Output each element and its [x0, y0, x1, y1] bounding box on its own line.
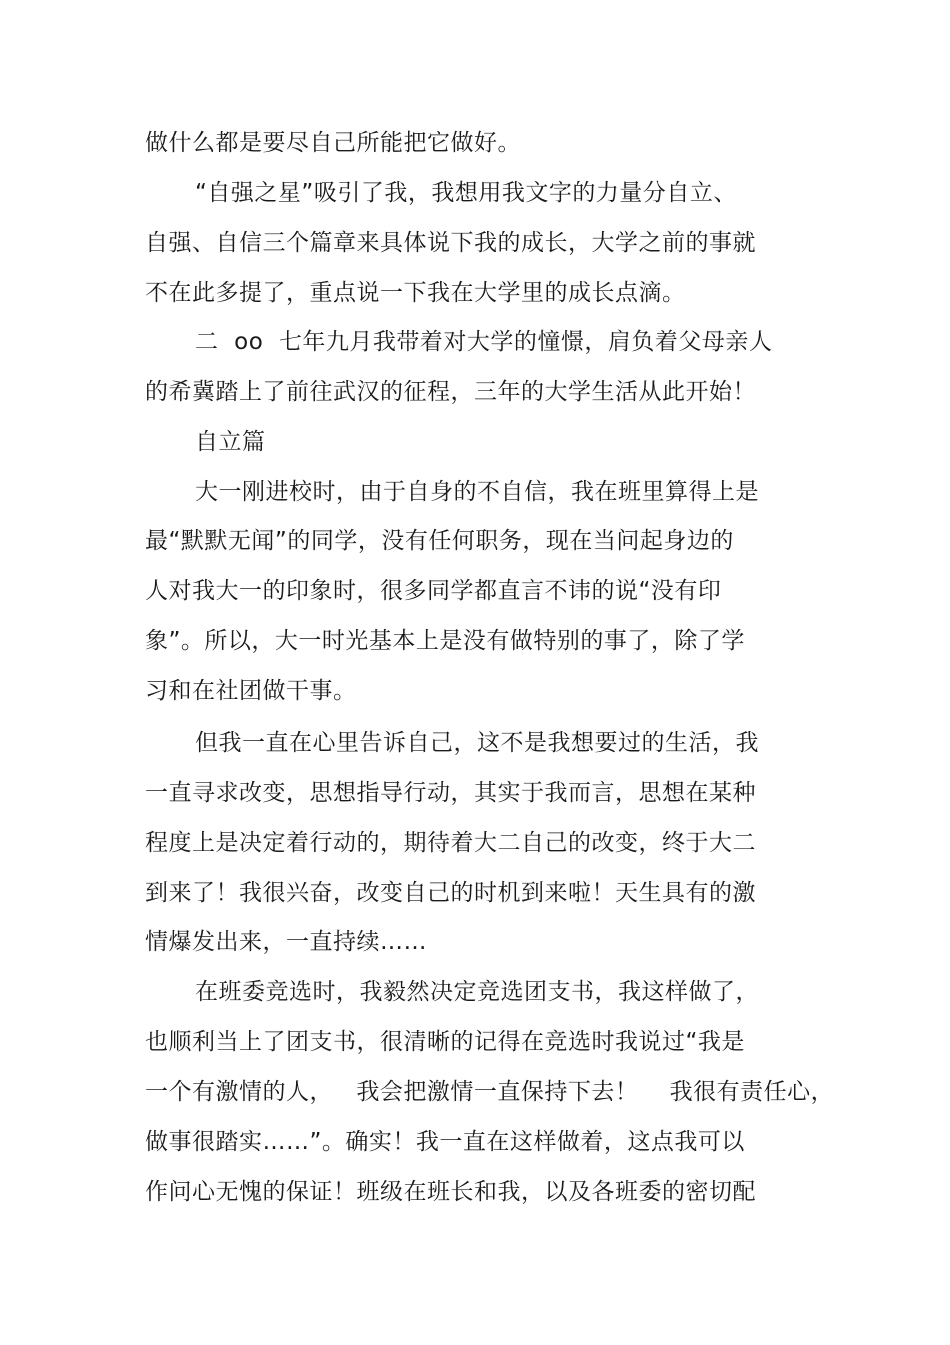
text-line-12: 习和在社团做干事。	[145, 678, 357, 704]
text-line-16: 到来了！我很兴奋，改变自己的时机到来啦！天生具有的激	[145, 880, 756, 906]
text-line-22: 作问心无愧的保证！班级在班长和我，以及各班委的密切配	[145, 1179, 756, 1205]
text-line-14: 一直寻求改变，思想指导行动，其实于我而言，思想在某种	[145, 780, 756, 806]
text-line-8: 大一刚进校时，由于自身的不自信，我在班里算得上是	[195, 479, 759, 505]
text-line-5: 二 oo 七年九月我带着对大学的憧憬，肩负着父母亲人	[195, 329, 773, 355]
section-heading-ziliping: 自立篇	[195, 429, 266, 455]
text-line-1: 做什么都是要尽自己所能把它做好。	[145, 130, 521, 156]
text-line-17: 情爆发出来，一直持续……	[145, 929, 427, 955]
text-line-3: 自强、自信三个篇章来具体说下我的成长，大学之前的事就	[145, 230, 756, 256]
text-line-9: 最“默默无闻”的同学，没有任何职务，现在当问起身边的	[145, 528, 734, 554]
text-line-21: 做事很踏实……”。确实！我一直在这样做着，这点我可以	[145, 1129, 745, 1155]
text-line-10: 人对我大一的印象时，很多同学都直言不讳的说“没有印	[145, 578, 722, 604]
text-line-13: 但我一直在心里告诉自己，这不是我想要过的生活，我	[195, 730, 759, 756]
text-line-6: 的希冀踏上了前往武汉的征程，三年的大学生活从此开始！	[145, 379, 756, 405]
text-line-19: 也顺利当上了团支书，很清晰的记得在竞选时我说过“我是	[145, 1029, 745, 1055]
text-line-4: 不在此多提了，重点说一下我在大学里的成长点滴。	[145, 280, 686, 306]
text-line-2: “自强之星”吸引了我，我想用我文字的力量分自立、	[195, 180, 737, 206]
text-line-18: 在班委竞选时，我毅然决定竞选团支书，我这样做了，	[195, 979, 759, 1005]
text-line-11: 象”。所以，大一时光基本上是没有做特别的事了，除了学	[145, 628, 745, 654]
text-line-20: 一个有激情的人， 我会把激情一直保持下去！ 我很有责任心，	[145, 1079, 835, 1105]
text-line-15: 程度上是决定着行动的，期待着大二自己的改变，终于大二	[145, 830, 756, 856]
